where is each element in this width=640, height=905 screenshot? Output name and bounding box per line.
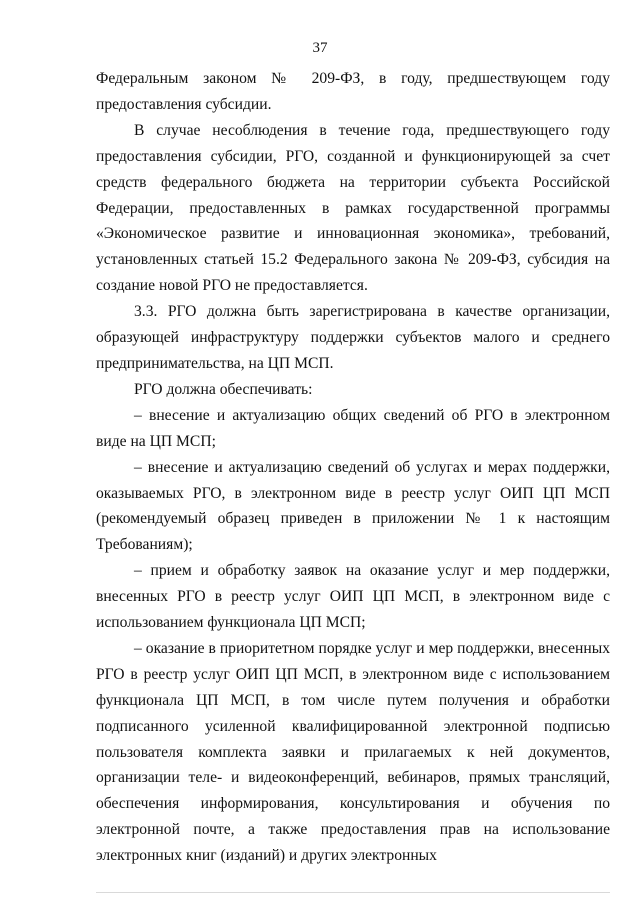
paragraph: 3.3. РГО должна быть зарегистрирована в качестве организации, образующей инфраструктуру поддержки субъектов малого и среднего предпринимательства, на ЦП МСП.	[96, 303, 610, 372]
document-body	[96, 66, 610, 869]
page-number: 37	[312, 40, 328, 56]
list-item: – прием и обработку заявок на оказание услуг и мер поддержки, внесенных РГО в реестр услуг ОИП ЦП МСП, в электронном виде с использованием функционала ЦП МСП;	[96, 562, 610, 632]
paragraph: В случае несоблюдения в течение года, предшествующего году предоставления субсидии, РГО, созданной и функционирующей за счет средств федерального бюджета на территории субъекта Российской Федерации, предоставленных в рамках государственной программы «Экономическое развитие и инновационная экономика», требований, установленных статьей 15.2 Федерального закона № 209-ФЗ, субсидия на создание новой РГО не предоставляется.	[96, 121, 610, 295]
list-item: – внесение и актуализацию общих сведений об РГО в электронном виде на ЦП МСП;	[96, 406, 610, 450]
list-item: – внесение и актуализацию сведений об услугах и мерах поддержки, оказываемых РГО, в электронном виде в реестр услуг ОИП ЦП МСП (рекомендуемый образец приведен в приложении № 1 к настоящим Требованиям);	[96, 458, 610, 554]
paragraph: РГО должна обеспечивать:	[134, 380, 313, 398]
paragraph: Федеральным законом № 209-ФЗ, в году, предшествующем году предоставления субсидии.	[96, 70, 610, 113]
scan-edge-line	[96, 892, 610, 893]
list-item: – оказание в приоритетном порядке услуг и мер поддержки, внесенных РГО в реестр услуг ОИП ЦП МСП, в электронном виде с использованием функционала ЦП МСП, в том числе путем получения и обработки подписанного усиленной квалифицированной электронной подписью пользователя комплекта заявки и прилагаемых к ней документов, организации теле- и видеоконференций, вебинаров, прямых трансляций, обеспечения информирования, консультирования и обучения по электронной почте, а также предоставления прав на использование электронных книг (изданий) и других электронных	[96, 639, 610, 865]
